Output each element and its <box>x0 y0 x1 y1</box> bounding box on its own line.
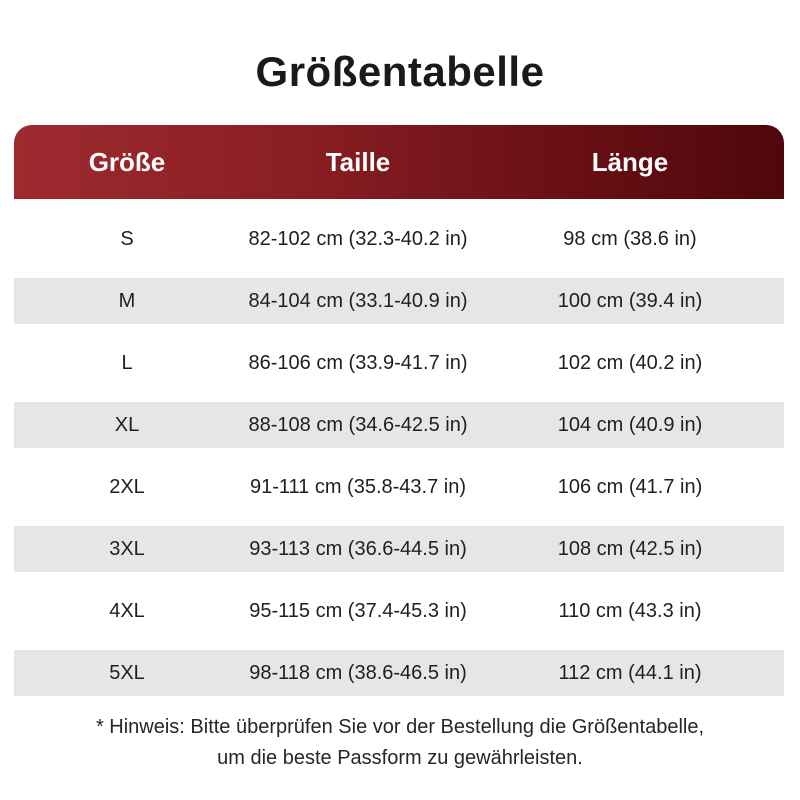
table-row <box>14 526 784 572</box>
table-row <box>14 278 784 324</box>
cell-waist: 91-111 cm (35.8-43.7 in) <box>249 475 467 498</box>
table-row <box>14 402 784 448</box>
footnote-line-2: um die beste Passform zu gewährleisten. <box>217 747 583 769</box>
cell-length: 112 cm (44.1 in) <box>558 661 702 684</box>
cell-size: 5XL <box>109 661 145 684</box>
cell-waist: 82-102 cm (32.3-40.2 in) <box>248 227 468 250</box>
cell-size: M <box>118 289 136 312</box>
cell-length: 102 cm (40.2 in) <box>557 351 703 374</box>
cell-waist: 84-104 cm (33.1-40.9 in) <box>248 289 468 312</box>
table-header-row <box>14 125 784 199</box>
cell-length: 108 cm (42.5 in) <box>557 537 703 560</box>
cell-waist: 93-113 cm (36.6-44.5 in) <box>249 537 467 560</box>
footnote <box>0 712 800 774</box>
cell-size: 3XL <box>109 537 145 560</box>
cell-size: L <box>121 351 133 374</box>
table-row <box>14 216 784 262</box>
cell-size: 4XL <box>109 599 145 622</box>
table-row <box>14 340 784 386</box>
cell-length: 100 cm (39.4 in) <box>557 289 703 312</box>
cell-size: XL <box>114 413 140 436</box>
size-chart-table <box>14 125 784 696</box>
cell-length: 98 cm (38.6 in) <box>563 227 697 250</box>
cell-waist: 88-108 cm (34.6-42.5 in) <box>248 413 468 436</box>
header-waist: Taille <box>325 146 391 177</box>
page-title: Größentabelle <box>255 48 545 95</box>
footnote-line-1: * Hinweis: Bitte überprüfen Sie vor der Bestellung die Größentabelle, <box>95 716 705 738</box>
cell-waist: 86-106 cm (33.9-41.7 in) <box>248 351 468 374</box>
cell-waist: 95-115 cm (37.4-45.3 in) <box>249 599 467 622</box>
table-row <box>14 464 784 510</box>
table-row <box>14 588 784 634</box>
cell-size: 2XL <box>109 475 145 498</box>
table-row <box>14 650 784 696</box>
cell-length: 106 cm (41.7 in) <box>557 475 703 498</box>
cell-waist: 98-118 cm (38.6-46.5 in) <box>249 661 467 684</box>
header-size: Größe <box>88 146 166 177</box>
cell-length: 110 cm (43.3 in) <box>558 599 702 622</box>
header-length: Länge <box>591 146 669 177</box>
cell-size: S <box>120 227 134 250</box>
cell-length: 104 cm (40.9 in) <box>557 413 703 436</box>
